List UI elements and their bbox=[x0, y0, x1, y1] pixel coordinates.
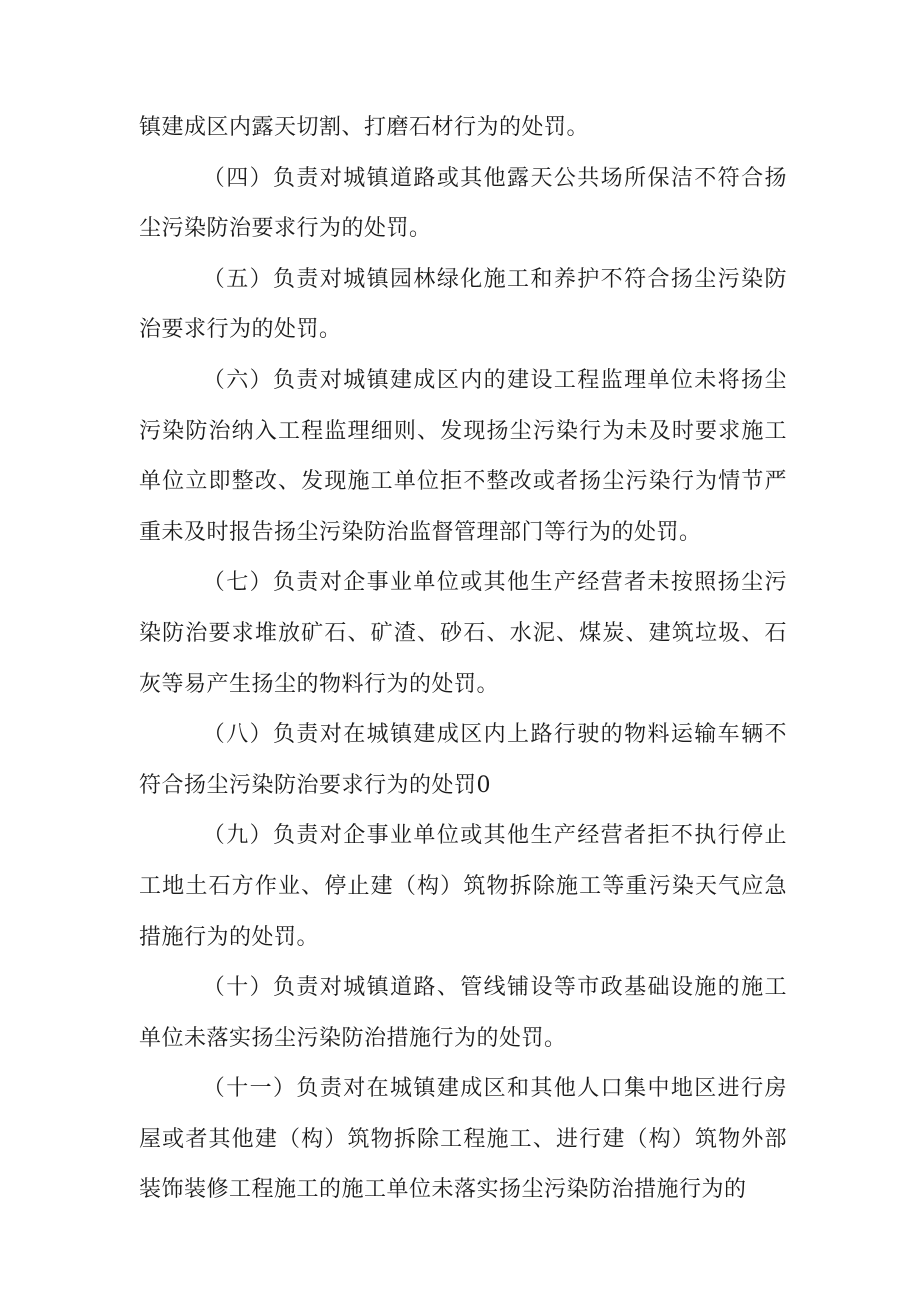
paragraph-item-5: （五）负责对城镇园林绿化施工和养护不符合扬尘污染防治要求行为的处罚。 bbox=[139, 266, 787, 343]
paragraph-item-6: （六）负责对城镇建成区内的建设工程监理单位未将扬尘污染防治纳入工程监理细则、发现扬尘污染行为未及时要求施工单位立即整改、发现施工单位拒不整改或者扬尘污染行为情节严重未及时报告扬尘污染防治监督管理部门等行为的处罚。 bbox=[139, 367, 787, 545]
paragraph-item-11: （十一）负责对在城镇建成区和其他人口集中地区进行房屋或者其他建（构）筑物拆除工程施工、进行建（构）筑物外部装饰装修工程施工的施工单位未落实扬尘污染防治措施行为的 bbox=[139, 1076, 787, 1203]
paragraph-item-8: （八）负责对在城镇建成区内上路行驶的物料运输车辆不符合扬尘污染防治要求行为的处罚0 bbox=[139, 722, 787, 798]
document-body bbox=[139, 103, 787, 1216]
paragraph-continuation: 镇建成区内露天切割、打磨石材行为的处罚。 bbox=[139, 115, 590, 140]
paragraph-item-9: （九）负责对企事业单位或其他生产经营者拒不执行停止工地土石方作业、停止建（构）筑物拆除施工等重污染天气应急措施行为的处罚。 bbox=[139, 823, 787, 950]
paragraph-item-10: （十）负责对城镇道路、管线铺设等市政基础设施的施工单位未落实扬尘污染防治措施行为的处罚。 bbox=[139, 975, 787, 1051]
paragraph-item-4: （四）负责对城镇道路或其他露天公共场所保洁不符合扬尘污染防治要求行为的处罚。 bbox=[139, 165, 787, 242]
paragraph-item-7: （七）负责对企事业单位或其他生产经营者未按照扬尘污染防治要求堆放矿石、矿渣、砂石、水泥、煤炭、建筑垃圾、石灰等易产生扬尘的物料行为的处罚。 bbox=[139, 570, 787, 697]
